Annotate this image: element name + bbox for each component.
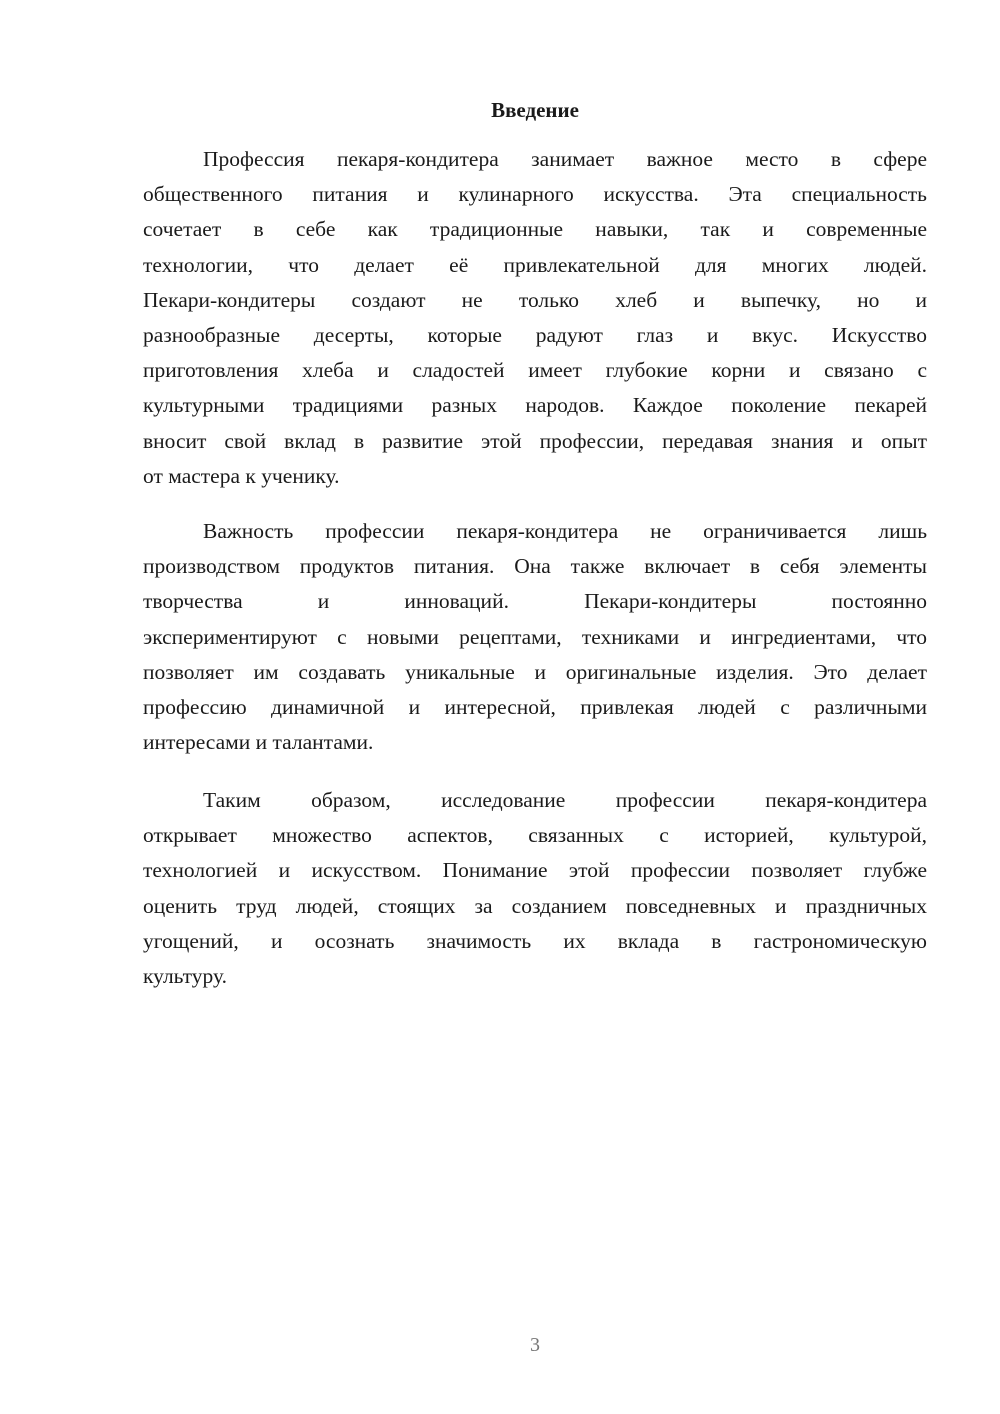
text-line: сочетает в себе как традиционные навыки, так и современные [143,217,927,242]
text-line: Профессия пекаря-кондитера занимает важное место в сфере [203,147,927,171]
text-line: от мастера к ученику. [143,463,340,488]
text-line: культурными традициями разных народов. Каждое поколение пекарей [143,393,927,418]
text-line: приготовления хлеба и сладостей имеет глубокие корни и связано с [143,358,927,383]
text-line: экспериментируют с новыми рецептами, техниками и ингредиентами, что [143,624,927,649]
paragraph-introduction [143,142,927,494]
text-line: интересами и талантами. [143,730,374,755]
text-line: технологии, что делает её привлекательной для многих людей. [143,252,927,277]
text-line: Таким образом, исследование профессии пекаря-кондитера [203,788,927,812]
text-line: Важность профессии пекаря-кондитера не ограничивается лишь [203,519,927,543]
text-line: культуру. [143,963,227,988]
text-line: технологией и искусством. Понимание этой профессии позволяет глубже [143,858,927,883]
text-line: позволяет им создавать уникальные и оригинальные изделия. Это делает [143,659,927,684]
text-line: профессию динамичной и интересной, привлекая людей с различными [143,694,927,719]
page-title: Введение [491,98,579,122]
text-line: общественного питания и кулинарного искусства. Эта специальность [143,182,927,207]
text-line: производством продуктов питания. Она также включает в себя элементы [143,554,927,579]
text-line: разнообразные десерты, которые радуют глаз и вкус. Искусство [143,322,927,347]
text-line: угощений, и осознать значимость их вклада в гастрономическую [143,928,927,953]
paragraph-conclusion [143,783,927,994]
text-line: вносит свой вклад в развитие этой профессии, передавая знания и опыт [143,428,927,453]
text-line: творчества и инноваций. Пекари-кондитеры постоянно [143,589,927,614]
page-number: 3 [530,1334,540,1356]
paragraph-importance [143,514,927,760]
text-line: оценить труд людей, стоящих за созданием повседневных и праздничных [143,893,927,918]
text-line: Пекари-кондитеры создают не только хлеб и выпечку, но и [143,287,927,312]
text-line: открывает множество аспектов, связанных с историей, культурой, [143,823,927,848]
